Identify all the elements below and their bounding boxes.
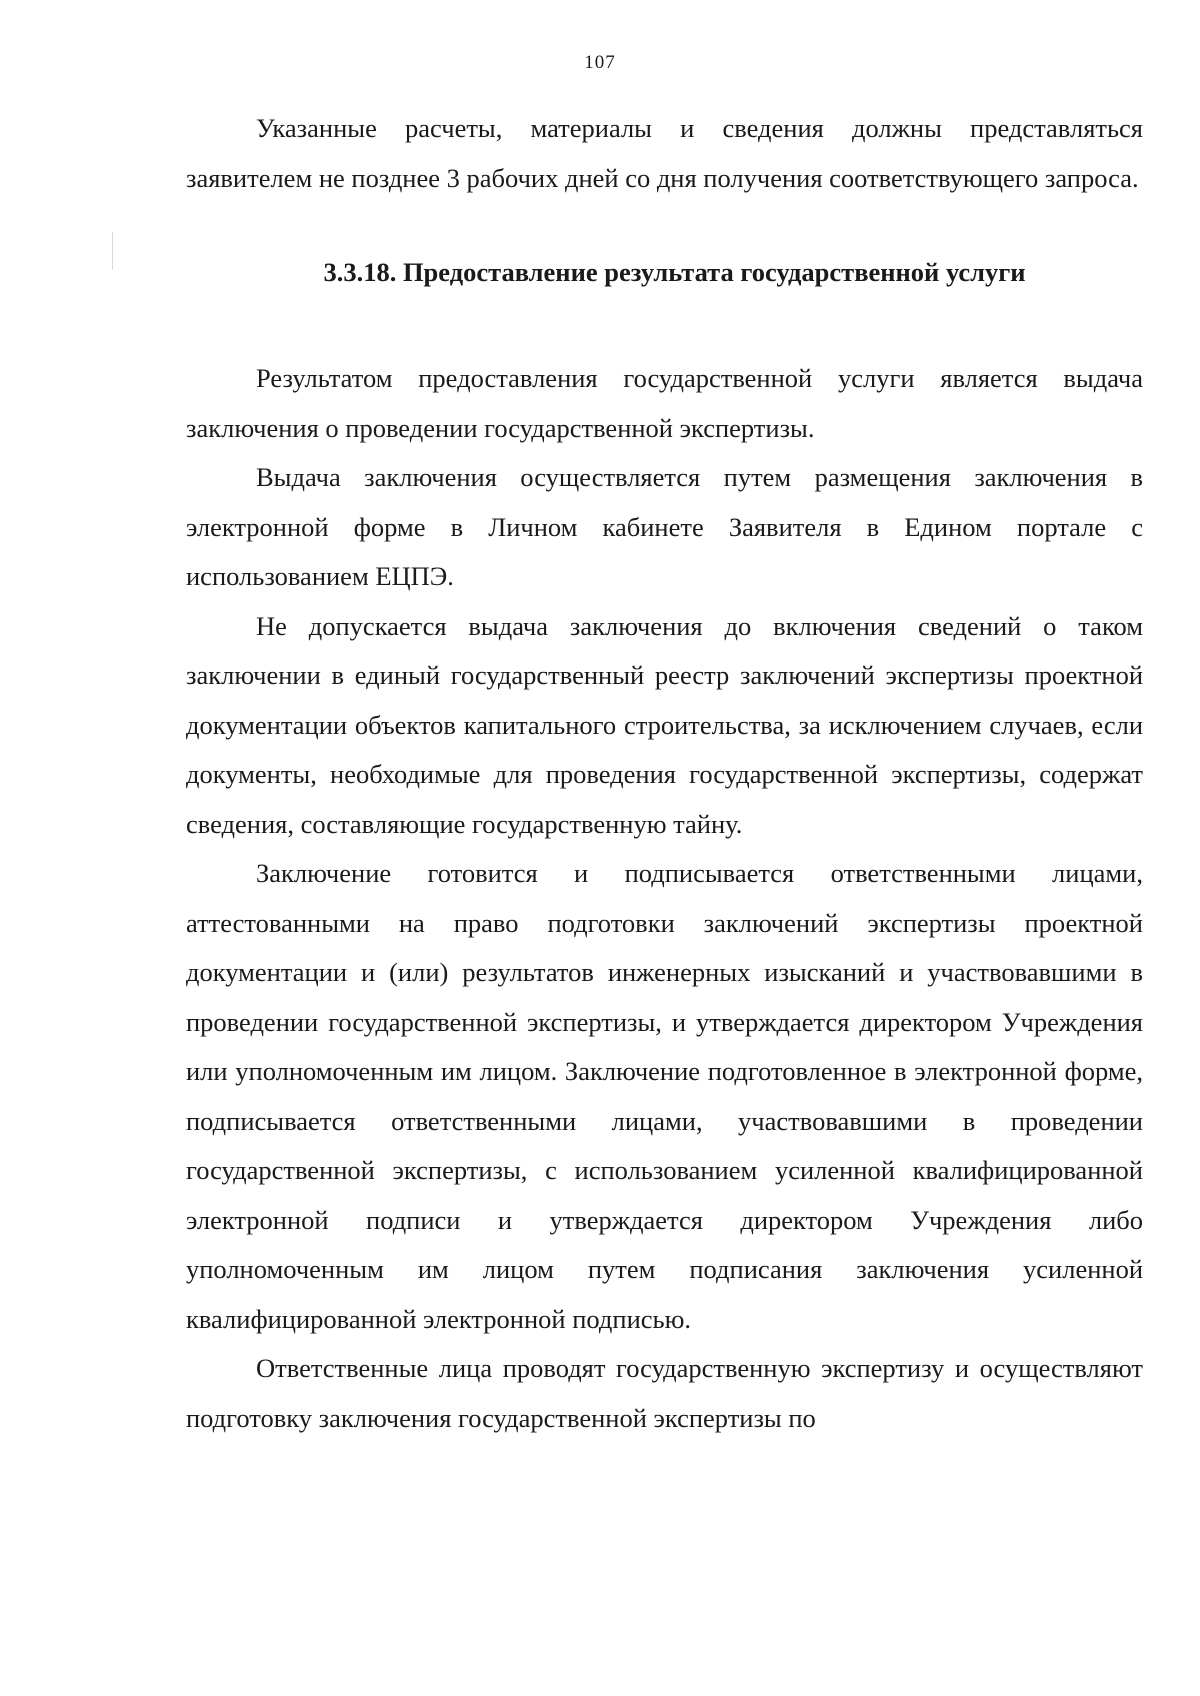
scan-artifact-line [112,232,113,270]
paragraph-signing: Заключение готовится и подписывается ответственными лицами, аттестованными на право подготовки заключений экспертизы проектной документации и (или) результатов инженерных изысканий и участвовавшими в проведении государственной экспертизы, и утверждается директором Учреждения или уполномоченным им лицом. Заключение подготовленное в электронной форме, подписывается ответственными лицами, участвовавшими в проведении государственной экспертизы, с использованием усиленной квалифицированной электронной подписи и утверждается директором Учреждения либо уполномоченным им лицом путем подписания заключения усиленной квалифицированной электронной подписью. [186,858,1143,1334]
paragraph-result: Результатом предоставления государственной услуги является выдача заключения о проведении государственной экспертизы. [186,363,1143,443]
paragraph-issuance: Выдача заключения осуществляется путем размещения заключения в электронной форме в Личном кабинете Заявителя в Едином портале с использованием ЕЦПЭ. [186,462,1143,591]
section-heading-wrapper [186,252,1143,292]
page-number: 107 [584,52,616,73]
paragraph-responsible: Ответственные лица проводят государственную экспертизу и осуществляют подготовку заключения государственной экспертизы по [186,1353,1143,1433]
section-heading: 3.3.18. Предоставление результата государственной услуги [323,257,1026,287]
document-body [186,104,1143,1443]
paragraph-intro: Указанные расчеты, материалы и сведения должны представляться заявителем не позднее 3 рабочих дней со дня получения соответствующего запроса. [186,113,1143,193]
paragraph-registry: Не допускается выдача заключения до включения сведений о таком заключении в единый государственный реестр заключений экспертизы проектной документации объектов капитального строительства, за исключением случаев, если документы, необходимые для проведения государственной экспертизы, содержат сведения, составляющие государственную тайну. [186,610,1143,839]
